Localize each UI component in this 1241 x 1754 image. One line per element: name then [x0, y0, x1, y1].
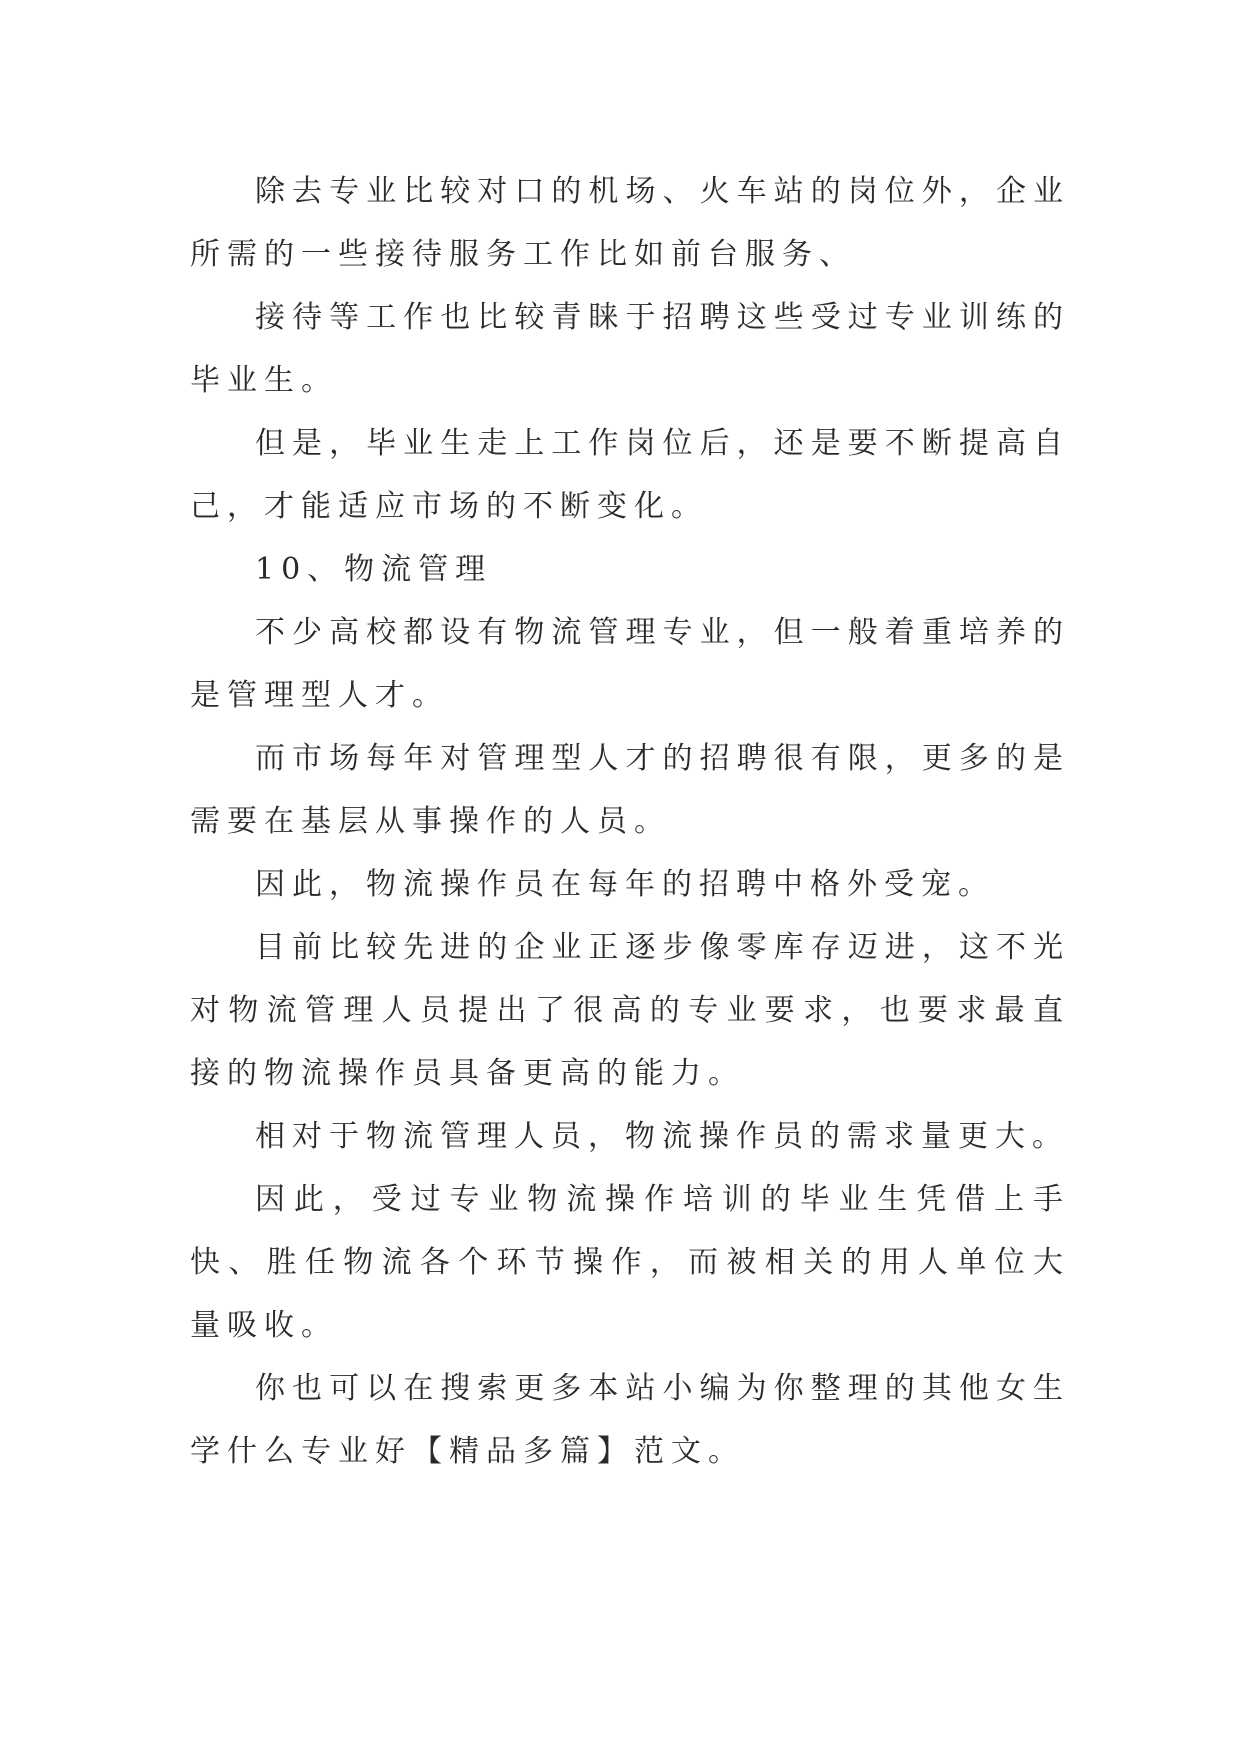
paragraph: 除去专业比较对口的机场、火车站的岗位外，企业所需的一些接待服务工作比如前台服务、 [190, 174, 1070, 272]
paragraph: 因此，物流操作员在每年的招聘中格外受宠。 [255, 867, 995, 902]
paragraph: 不少高校都设有物流管理专业，但一般着重培养的是管理型人才。 [190, 615, 1070, 713]
paragraph: 接待等工作也比较青睐于招聘这些受过专业训练的毕业生。 [190, 300, 1070, 398]
document-body [190, 160, 1070, 1483]
paragraph: 而市场每年对管理型人才的招聘很有限，更多的是需要在基层从事操作的人员。 [190, 741, 1070, 839]
paragraph: 但是，毕业生走上工作岗位后，还是要不断提高自己，才能适应市场的不断变化。 [190, 426, 1070, 524]
paragraph: 因此，受过专业物流操作培训的毕业生凭借上手快、胜任物流各个环节操作，而被相关的用人单位大量吸收。 [190, 1182, 1070, 1343]
paragraph: 相对于物流管理人员，物流操作员的需求量更大。 [255, 1119, 1069, 1154]
paragraph: 你也可以在搜索更多本站小编为你整理的其他女生学什么专业好【精品多篇】范文。 [190, 1371, 1070, 1469]
section-heading: 10、物流管理 [255, 552, 493, 587]
paragraph: 目前比较先进的企业正逐步像零库存迈进，这不光对物流管理人员提出了很高的专业要求，也要求最直接的物流操作员具备更高的能力。 [190, 930, 1070, 1091]
